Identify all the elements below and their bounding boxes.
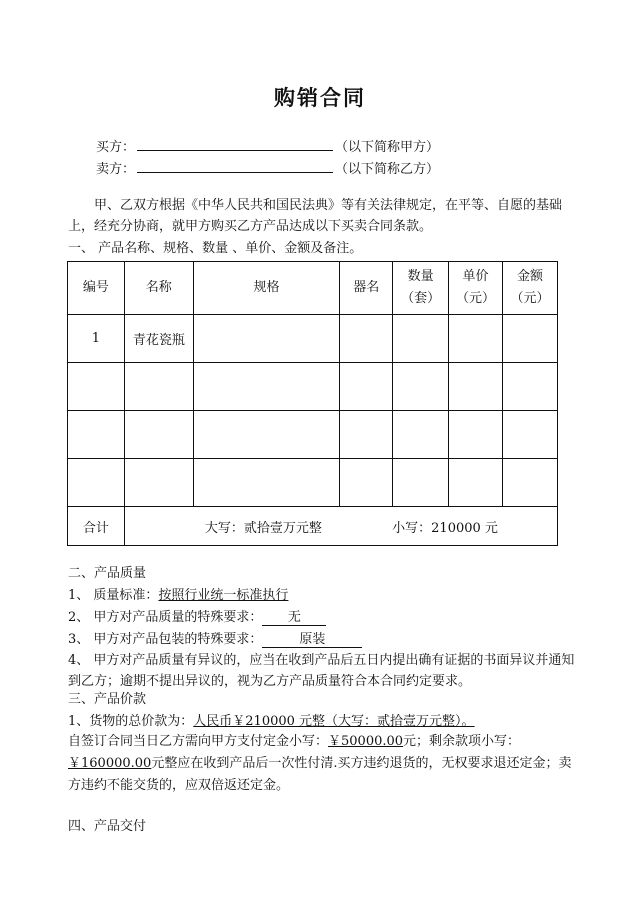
buyer-label: 买方： (96, 140, 136, 155)
contract-title: 购销合同 (274, 86, 366, 110)
seller-label: 卖方： (96, 162, 136, 177)
buyer-line (96, 136, 439, 155)
deposit-paragraph (68, 731, 578, 797)
total-price-line (68, 713, 475, 731)
header-qty: 数量 （套） (393, 262, 449, 315)
quality-special-label: 2、 甲方对产品质量的特殊要求： (68, 610, 263, 625)
quality-standard-label: 1、 质量标准： (68, 588, 159, 603)
table-row (68, 411, 558, 459)
total-price-label: 1、货物的总价款为： (68, 714, 194, 729)
cell-price (449, 315, 503, 363)
header-no: 编号 (68, 262, 125, 315)
cell-amount (503, 459, 558, 507)
deposit-value: ￥50000.00 (328, 734, 404, 749)
table-row (68, 459, 558, 507)
header-name: 名称 (124, 262, 193, 315)
packaging-special-value: 原装 (262, 632, 362, 648)
deposit-label: 自签订合同当日乙方需向甲方支付定金小写： (68, 734, 329, 749)
table-header-row (68, 262, 558, 315)
quality-objection-paragraph: 4、 甲方对产品质量有异议的，应当在收到产品后五日内提出确有证据的书面异议并通知到乙方；逾期不提出异议的，视为乙方产品质量符合本合同约定要求。 (68, 653, 575, 689)
remain-label: 元；剩余款项小写： (403, 734, 521, 749)
cell-price (449, 411, 503, 459)
goods-table (67, 261, 558, 546)
buyer-suffix: （以下简称甲方） (335, 140, 440, 155)
quality-standard-value: 按照行业统一标准执行 (158, 588, 289, 603)
header-model: 器名 (340, 262, 393, 315)
cell-no (68, 411, 125, 459)
cell-no: 1 (68, 315, 125, 363)
cell-qty (393, 363, 449, 411)
total-lower: 小写：210000 元 (392, 520, 498, 536)
cell-name: 青花瓷瓶 (124, 315, 193, 363)
table-total-row (68, 507, 558, 546)
payment-terms-text: 元整应在收到产品后一次性付清.买方违约退货的，无权要求退还定金；卖方违约不能交货的，应双倍返还定金。 (68, 756, 572, 793)
cell-name (124, 411, 193, 459)
total-amounts (124, 507, 557, 546)
cell-name (124, 459, 193, 507)
cell-spec (193, 459, 340, 507)
header-price: 单价 （元） (449, 262, 503, 315)
section4-heading: 四、产品交付 (68, 819, 147, 834)
cell-no (68, 459, 125, 507)
cell-price (449, 363, 503, 411)
seller-suffix: （以下简称乙方） (335, 162, 440, 177)
table-row (68, 363, 558, 411)
cell-model (340, 315, 393, 363)
quality-special-line (68, 609, 326, 627)
cell-qty (393, 315, 449, 363)
cell-amount (503, 315, 558, 363)
total-price-value: 人民币￥210000 元整（大写：贰拾壹万元整）。 (193, 714, 475, 729)
cell-no (68, 363, 125, 411)
cell-spec (193, 411, 340, 459)
remain-value: ￥160000.00 (68, 756, 152, 771)
cell-spec (193, 315, 340, 363)
quality-special-value: 无 (262, 610, 326, 626)
seller-line (96, 158, 439, 177)
cell-model (340, 411, 393, 459)
seller-blank (137, 160, 333, 173)
total-label: 合计 (68, 507, 125, 546)
cell-price (449, 459, 503, 507)
section2-heading: 二、产品质量 (68, 566, 147, 581)
packaging-special-line (68, 631, 362, 649)
section1-heading: 一、 产品名称、规格、数量 、单价、金额及备注。 (68, 241, 363, 256)
cell-name (124, 363, 193, 411)
quality-standard-line (68, 587, 288, 605)
header-amount: 金额 （元） (503, 262, 558, 315)
packaging-special-label: 3、 甲方对产品包装的特殊要求： (68, 632, 263, 647)
cell-qty (393, 411, 449, 459)
cell-spec (193, 363, 340, 411)
table-row (68, 315, 558, 363)
buyer-blank (137, 138, 333, 151)
intro-paragraph: 甲、乙双方根据《中华人民共和国民法典》等有关法律规定，在平等、自愿的基础上，经充分协商，就甲方购买乙方产品达成以下买卖合同条款。 (68, 198, 563, 234)
cell-amount (503, 411, 558, 459)
section3-heading: 三、产品价款 (68, 692, 147, 707)
total-upper: 大写：贰拾壹万元整 (204, 520, 322, 536)
cell-qty (393, 459, 449, 507)
cell-amount (503, 363, 558, 411)
cell-model (340, 363, 393, 411)
cell-model (340, 459, 393, 507)
header-spec: 规格 (193, 262, 340, 315)
